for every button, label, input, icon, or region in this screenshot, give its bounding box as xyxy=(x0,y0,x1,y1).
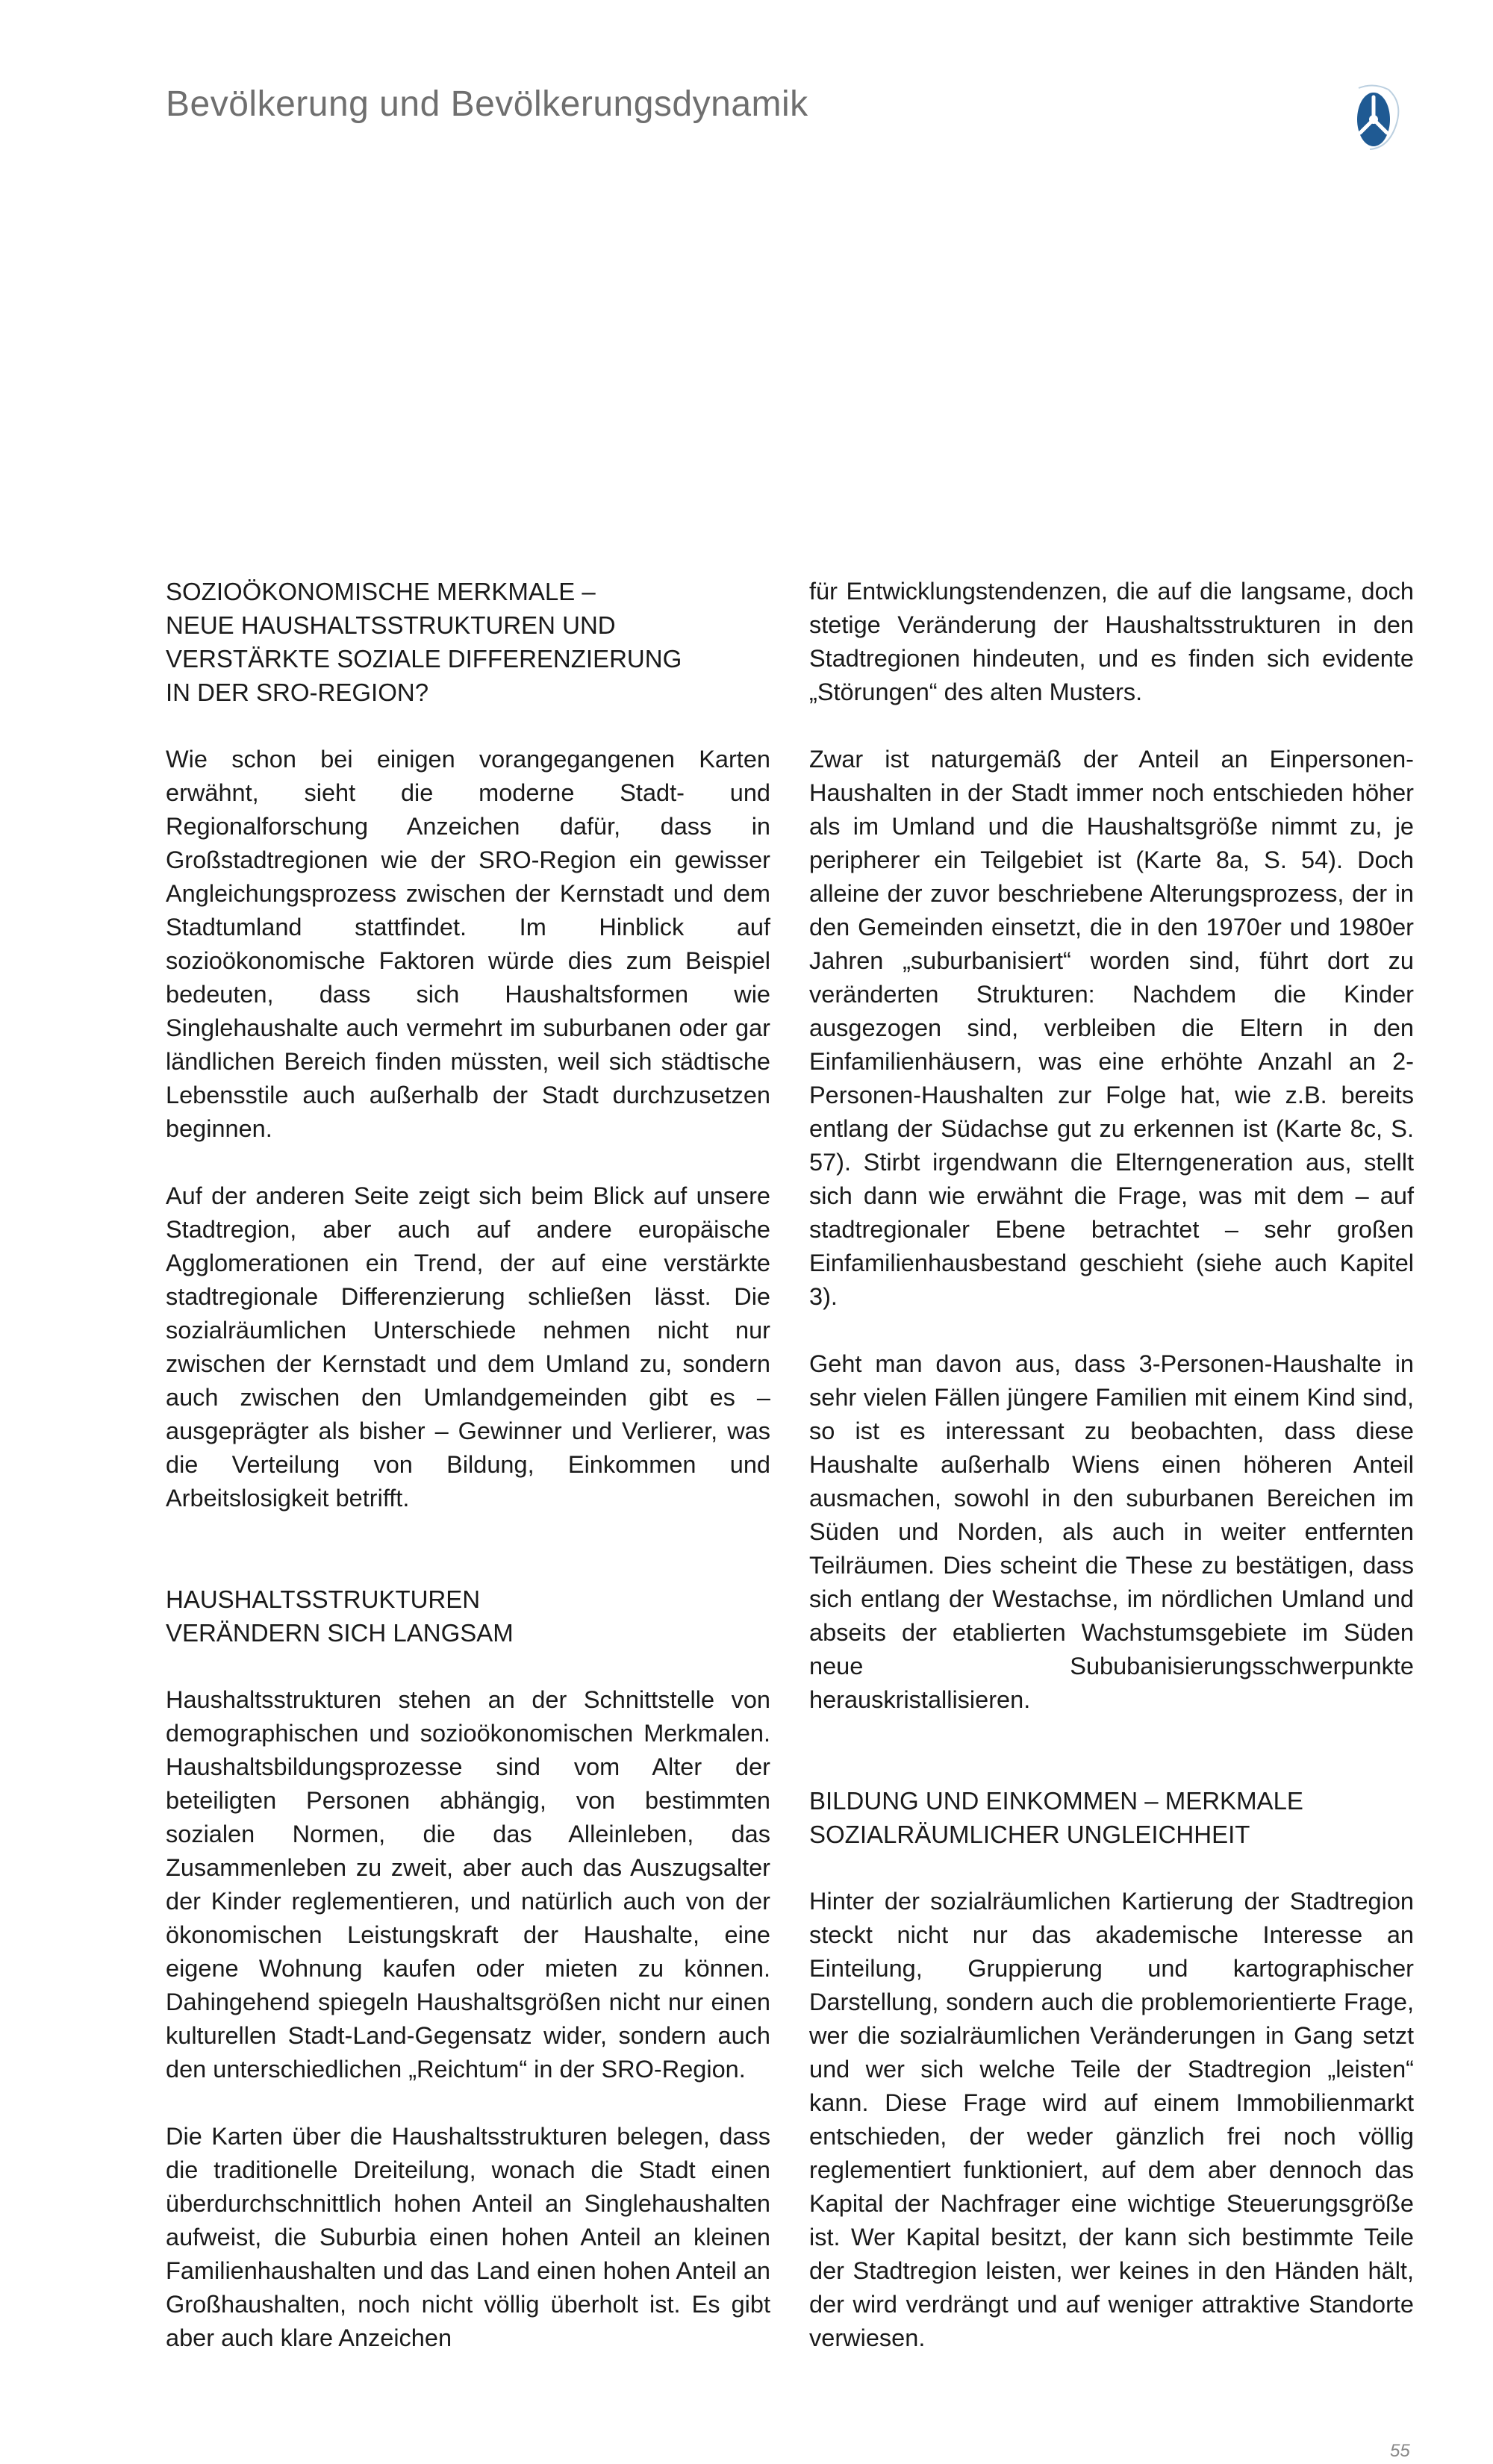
paragraph: Wie schon bei einigen vorangegangenen Karten erwähnt, sieht die moderne Stadt- und Regionalforschung Anzeichen dafür, dass in Großstadtregionen wie der SRO-Region ein gewisser Angleichungsprozess zwischen der Kernstadt und dem Stadtumland stattfindet. Im Hinblick auf sozioökonomische Faktoren würde dies zum Beispiel bedeuten, dass sich Haushaltsformen wie Singlehaushalte auch vermehrt im suburbanen oder gar ländlichen Bereich finden müssten, weil sich städtische Lebensstile auch außerhalb der Stadt durchzusetzen beginnen. xyxy=(166,746,770,1142)
left-column xyxy=(166,575,770,2389)
paragraph: Haushaltsstrukturen stehen an der Schnittstelle von demographischen und sozioökonomischen Merkmalen. Haushaltsbildungsprozesse sind vom Alter der beteiligten Personen abhängig, von bestimmten sozialen Normen, die das Alleinleben, das Zusammenleben zu zweit, aber auch das Auszugsalter der Kinder reglementieren, und natürlich auch von der ökonomischen Leistungskraft der Haushalte, eine eigene Wohnung kaufen oder mieten zu können. Dahingehend spiegeln Haushaltsgrößen nicht nur einen kulturellen Stadt-Land-Gegensatz wider, sondern auch den unterschiedlichen „Reichtum“ in der SRO-Region. xyxy=(166,1686,770,2083)
paragraph: Die Karten über die Haushaltsstrukturen belegen, dass die traditionelle Dreiteilung, wonach die Stadt einen überdurchschnittlich hohen Anteil an Singlehaushalten aufweist, die Suburbia einen hohen Anteil an kleinen Familienhaushalten und das Land einen hohen Anteil an Großhaushalten, noch nicht völlig überholt ist. Es gibt aber auch klare Anzeichen xyxy=(166,2123,770,2351)
paragraph: Geht man davon aus, dass 3-Personen-Haushalte in sehr vielen Fällen jüngere Familien mit einem Kind sind, so ist es interessant zu beobachten, dass diese Haushalte außerhalb Wiens einen höheren Anteil ausmachen, sowohl in den suburbanen Bereichen im Süden und Norden, als auch in weiter entfernten Teilräumen. Dies scheint die These zu bestätigen, dass sich entlang der Westachse, im nördlichen Umland und abseits der etablierten Wachstumsgebiete im Süden neue Sububanisierungsschwerpunkte herauskristallisieren. xyxy=(809,1350,1414,1713)
compass-globe-logo-icon xyxy=(1344,81,1408,155)
section-heading-socioeconomic: SOZIOÖKONOMISCHE MERKMALE – NEUE HAUSHALTSSTRUKTUREN UND VERSTÄRKTE SOZIALE DIFFERENZIERUNG IN DER SRO-REGION? xyxy=(166,578,682,706)
section-heading-education-income: BILDUNG UND EINKOMMEN – MERKMALE SOZIALRÄUMLICHER UNGLEICHHEIT xyxy=(809,1787,1303,1848)
paragraph: Auf der anderen Seite zeigt sich beim Blick auf unsere Stadtregion, aber auch auf andere europäische Agglomerationen ein Trend, der auf eine verstärkte stadtregionale Differenzierung schließen lässt. Die sozialräumlichen Unterschiede nehmen nicht nur zwischen der Kernstadt und dem Umland zu, sondern auch zwischen den Umlandgemeinden gibt es – ausgeprägter als bisher – Gewinner und Verlierer, was die Verteilung von Bildung, Einkommen und Arbeitslosigkeit betrifft. xyxy=(166,1182,770,1512)
running-header: Bevölkerung und Bevölkerungsdynamik xyxy=(166,84,808,124)
page-number: 55 xyxy=(1390,2441,1410,2461)
paragraph: Zwar ist naturgemäß der Anteil an Einpersonen-Haushalten in der Stadt immer noch entschieden höher als im Umland und die Haushaltsgröße nimmt zu, je peripherer ein Teilgebiet ist (Karte 8a, S. 54). Doch alleine der zuvor beschriebene Alterungsprozess, der in den Gemeinden einsetzt, die in den 1970er und 1980er Jahren „suburbanisiert“ worden sind, führt dort zu veränderten Strukturen: Nachdem die Kinder ausgezogen sind, verbleiben die Eltern in den Einfamilienhäusern, was eine erhöhte Anzahl an 2-Personen-Haushalten zur Folge hat, wie z.B. bereits entlang der Südachse gut zu erkennen ist (Karte 8c, S. 57). Stirbt irgendwann die Elterngeneration aus, stellt sich dann wie erwähnt die Frage, was mit dem – auf stadtregionaler Ebene betrachtet – sehr großen Einfamilienhausbestand geschieht (siehe auch Kapitel 3). xyxy=(809,746,1414,1310)
paragraph: Hinter der sozialräumlichen Kartierung der Stadtregion steckt nicht nur das akademische Interesse an Einteilung, Gruppierung und kartographischer Darstellung, sondern auch die problemorientierte Frage, wer die sozialräumlichen Veränderungen in Gang setzt und wer sich welche Teile der Stadtregion „leisten“ kann. Diese Frage wird auf einem Immobilienmarkt entschieden, der weder gänzlich frei noch völlig reglementiert funktioniert, auf dem aber dennoch das Kapital der Nachfrager eine wichtige Steuerungsgröße ist. Wer Kapital besitzt, der kann sich bestimmte Teile der Stadtregion leisten, wer keines in den Händen hält, der wird verdrängt und auf weniger attraktive Standorte verwiesen. xyxy=(809,1888,1414,2351)
right-column xyxy=(809,575,1414,2389)
section-heading-household-structures: HAUSHALTSSTRUKTUREN VERÄNDERN SICH LANGSAM xyxy=(166,1585,514,1647)
paragraph: für Entwicklungstendenzen, die auf die langsame, doch stetige Veränderung der Haushaltsstrukturen in den Stadtregionen hindeuten, und es finden sich evidente „Störungen“ des alten Musters. xyxy=(809,578,1414,705)
